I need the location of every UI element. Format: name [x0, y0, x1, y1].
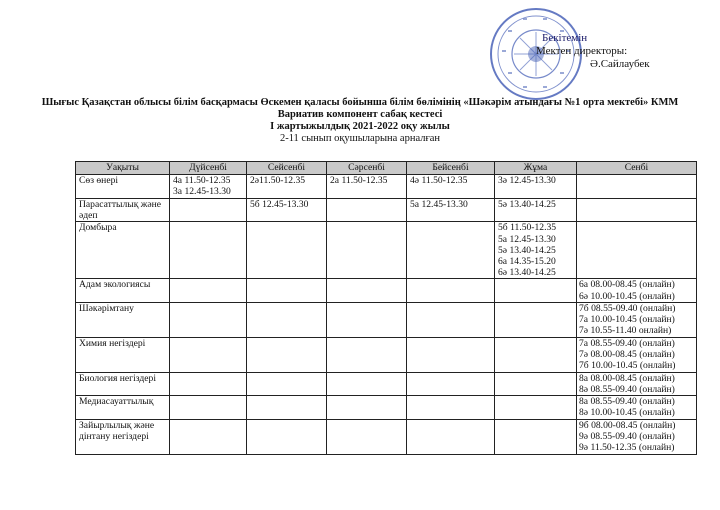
schedule-cell [170, 396, 247, 419]
schedule-cell [327, 222, 407, 279]
schedule-cell [495, 337, 577, 372]
schedule-cell [495, 419, 577, 454]
schedule-cell [407, 175, 495, 199]
schedule-cell [327, 302, 407, 337]
lesson-time: 7ә 10.55-11.40 онлайн) [579, 325, 672, 337]
lesson-time: 6а 08.00-08.45 (онлайн) [579, 279, 675, 291]
schedule-cell [170, 419, 247, 454]
subject-cell: Парасаттылық және әдеп [76, 199, 170, 222]
lesson-time: 3ә 12.45-13.30 [498, 175, 556, 186]
lesson-time: 7а 08.55-09.40 (онлайн) [579, 337, 675, 349]
schedule-cell [577, 302, 697, 337]
schedule-cell [407, 337, 495, 372]
schedule-cell [170, 175, 247, 199]
lesson-time: 4а 11.50-12.35 [173, 175, 231, 186]
table-row [76, 199, 697, 222]
schedule-cell [407, 302, 495, 337]
column-header: Сенбі [577, 162, 697, 175]
table-row [76, 222, 697, 279]
schedule-cell [577, 199, 697, 222]
lesson-time: 8ә 08.55-09.40 (онлайн) [579, 384, 675, 396]
schedule-cell [407, 396, 495, 419]
lesson-time: 7б 10.00-10.45 (онлайн) [579, 360, 676, 372]
schedule-cell [495, 372, 577, 395]
lesson-time: 8а 08.00-08.45 (онлайн) [579, 372, 675, 384]
lesson-time: 6ә 13.40-14.25 [498, 267, 556, 279]
lesson-time: 8ә 10.00-10.45 (онлайн) [579, 407, 675, 419]
schedule-cell [495, 175, 577, 199]
lesson-time: 5ә 13.40-14.25 [498, 244, 556, 256]
subject-cell: Медиасауаттылық [76, 396, 170, 419]
lesson-time: 7а 10.00-10.45 (онлайн) [579, 314, 675, 326]
document-header [0, 97, 720, 145]
lesson-time: 6а 14.35-15.20 [498, 256, 556, 268]
schedule-cell [247, 199, 327, 222]
schedule-cell [495, 396, 577, 419]
approval-position: Мектеп директоры: [536, 45, 628, 57]
column-header: Бейсенбі [407, 162, 495, 175]
table-row [76, 372, 697, 395]
lesson-time: 5а 12.45-13.30 [498, 233, 556, 245]
lesson-time: 6ә 10.00-10.45 (онлайн) [579, 290, 675, 302]
subject-cell: Зайырлылық және дінтану негіздері [76, 419, 170, 454]
schedule-body [76, 175, 697, 455]
lesson-time: 5а 12.45-13.30 [410, 199, 468, 210]
schedule-cell [407, 279, 495, 302]
schedule-cell [170, 279, 247, 302]
schedule-cell [247, 396, 327, 419]
schedule-cell [577, 419, 697, 454]
schedule-cell [577, 372, 697, 395]
schedule-cell [577, 222, 697, 279]
schedule-cell [170, 372, 247, 395]
school-name: Шығыс Қазақстан облысы білім басқармасы Өскемен қаласы бойынша білім бөлімінің «Шәкәрім атындағы №1 орта мектебі» КММ [41, 97, 679, 108]
schedule-cell [495, 279, 577, 302]
schedule-cell [577, 279, 697, 302]
lesson-time: 7б 08.55-09.40 (онлайн) [579, 302, 676, 314]
table-row [76, 337, 697, 372]
schedule-cell [495, 222, 577, 279]
schedule-cell [577, 337, 697, 372]
academic-period: І жартыжылдық 2021-2022 оқу жылы [270, 121, 450, 132]
schedule-cell [247, 419, 327, 454]
lesson-time: 7ә 08.00-08.45 (онлайн) [579, 349, 675, 361]
lesson-time: 5б 12.45-13.30 [250, 199, 309, 210]
approval-title: Бекітемін [542, 32, 588, 44]
subject-cell: Биология негіздері [76, 372, 170, 395]
subject-cell: Химия негіздері [76, 337, 170, 372]
schedule-cell [327, 396, 407, 419]
schedule-cell [247, 372, 327, 395]
schedule-cell [407, 199, 495, 222]
subject-cell: Шәкәрімтану [76, 302, 170, 337]
schedule-cell [327, 337, 407, 372]
schedule-table [75, 161, 697, 455]
table-row [76, 302, 697, 337]
lesson-time: 2ә11.50-12.35 [250, 175, 306, 186]
schedule-cell [577, 396, 697, 419]
schedule-cell [247, 337, 327, 372]
schedule-cell [327, 372, 407, 395]
table-row [76, 175, 697, 199]
table-row [76, 419, 697, 454]
schedule-cell [247, 302, 327, 337]
schedule-cell [170, 222, 247, 279]
subject-cell: Домбыра [76, 222, 170, 279]
schedule-cell [407, 372, 495, 395]
schedule-cell [247, 175, 327, 199]
schedule-cell [577, 175, 697, 199]
schedule-cell [170, 199, 247, 222]
approval-block [536, 32, 650, 71]
subject-cell: Адам экологиясы [76, 279, 170, 302]
lesson-time: 4ә 11.50-12.35 [410, 175, 468, 186]
subject-cell: Сөз өнері [76, 175, 170, 199]
document-title: Вариатив компонент сабақ кестесі [277, 109, 443, 120]
lesson-time: 5ә 13.40-14.25 [498, 199, 556, 210]
lesson-time: 5б 11.50-12.35 [498, 222, 557, 234]
column-header: Сәрсенбі [327, 162, 407, 175]
lesson-time: 9ә 08.55-09.40 (онлайн) [579, 430, 675, 442]
lesson-time: 2а 11.50-12.35 [330, 175, 388, 186]
lesson-time: 3а 12.45-13.30 [173, 186, 231, 198]
schedule-cell [407, 222, 495, 279]
table-header-row [76, 162, 697, 175]
schedule-cell [247, 222, 327, 279]
column-header: Жұма [495, 162, 577, 175]
column-header: Уақыты [76, 162, 170, 175]
schedule-cell [495, 302, 577, 337]
schedule-cell [327, 419, 407, 454]
schedule-cell [327, 199, 407, 222]
schedule-cell [327, 175, 407, 199]
table-row [76, 279, 697, 302]
schedule-cell [170, 337, 247, 372]
schedule-cell [327, 279, 407, 302]
lesson-time: 9ә 11.50-12.35 (онлайн) [579, 442, 675, 454]
audience-note: 2-11 сынып оқушыларына арналған [279, 133, 441, 144]
schedule-cell [407, 419, 495, 454]
lesson-time: 8а 08.55-09.40 (онлайн) [579, 396, 675, 408]
approval-signatory: Ә.Сайлаубек [590, 58, 650, 70]
lesson-time: 9б 08.00-08.45 (онлайн) [579, 419, 676, 431]
column-header: Сейсенбі [247, 162, 327, 175]
schedule-cell [247, 279, 327, 302]
schedule-cell [495, 199, 577, 222]
schedule-cell [170, 302, 247, 337]
table-row [76, 396, 697, 419]
column-header: Дүйсенбі [170, 162, 247, 175]
